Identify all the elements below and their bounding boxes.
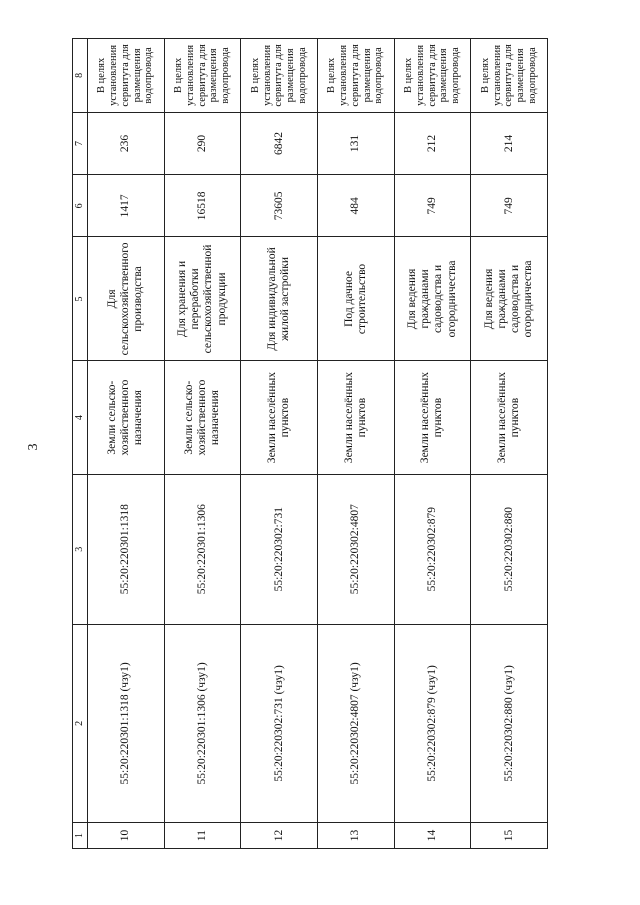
table-row [317,39,394,849]
plot-area: 16518 [164,175,241,237]
permitted-use: Для сельскохозяйственного производства [88,237,165,361]
servitude-table [72,38,548,849]
header-cell-8: 8 [73,39,88,113]
servitude-purpose: В целях установления сервитута для размещения водопровода [471,39,548,113]
land-category: Земли сельско-хозяйственного назначения [164,361,241,474]
land-category: Земли сельско-хозяйственного назначения [88,361,165,474]
table-row [88,39,165,849]
cadastral-number: 55:20:220302:879 [394,474,471,624]
table-row [394,39,471,849]
header-cell-7: 7 [73,112,88,174]
servitude-area: 131 [317,112,394,174]
row-number: 10 [88,823,165,849]
land-category: Земли населённых пунктов [241,361,318,474]
zone-designation: 55:20:220302:4807 (чзу1) [317,624,394,822]
servitude-purpose: В целях установления сервитута для размещения водопровода [317,39,394,113]
header-cell-2: 2 [73,624,88,822]
row-number: 14 [394,823,471,849]
plot-area: 73605 [241,175,318,237]
servitude-area: 236 [88,112,165,174]
row-number: 15 [471,823,548,849]
servitude-area: 6842 [241,112,318,174]
cadastral-number: 55:20:220302:4807 [317,474,394,624]
servitude-purpose: В целях установления сервитута для размещения водопровода [394,39,471,113]
zone-designation: 55:20:220301:1306 (чзу1) [164,624,241,822]
servitude-area: 214 [471,112,548,174]
page-number: 3 [26,443,41,451]
row-number: 13 [317,823,394,849]
zone-designation: 55:20:220302:731 (чзу1) [241,624,318,822]
plot-area: 1417 [88,175,165,237]
permitted-use: Для хранения и переработки сельскохозяйственной продукции [164,237,241,361]
servitude-purpose: В целях установления сервитута для размещения водопровода [164,39,241,113]
row-number: 12 [241,823,318,849]
header-cell-3: 3 [73,474,88,624]
land-category: Земли населённых пунктов [317,361,394,474]
table-container [72,38,548,849]
table-row [241,39,318,849]
zone-designation: 55:20:220301:1318 (чзу1) [88,624,165,822]
permitted-use: Для ведения гражданами садоводства и огородничества [394,237,471,361]
rotated-page [72,38,548,849]
land-category: Земли населённых пунктов [394,361,471,474]
cadastral-number: 55:20:220301:1306 [164,474,241,624]
table-row [164,39,241,849]
plot-area: 749 [394,175,471,237]
cadastral-number: 55:20:220302:731 [241,474,318,624]
header-cell-6: 6 [73,175,88,237]
cadastral-number: 55:20:220302:880 [471,474,548,624]
servitude-area: 290 [164,112,241,174]
servitude-purpose: В целях установления сервитута для размещения водопровода [88,39,165,113]
zone-designation: 55:20:220302:880 (чзу1) [471,624,548,822]
permitted-use: Для ведения гражданами садоводства и огородничества [471,237,548,361]
servitude-area: 212 [394,112,471,174]
zone-designation: 55:20:220302:879 (чзу1) [394,624,471,822]
plot-area: 484 [317,175,394,237]
header-cell-1: 1 [73,823,88,849]
plot-area: 749 [471,175,548,237]
table-row [471,39,548,849]
land-category: Земли населённых пунктов [471,361,548,474]
permitted-use: Под дачное строительство [317,237,394,361]
header-cell-5: 5 [73,237,88,361]
header-cell-4: 4 [73,361,88,474]
cadastral-number: 55:20:220301:1318 [88,474,165,624]
servitude-purpose: В целях установления сервитута для размещения водопровода [241,39,318,113]
row-number: 11 [164,823,241,849]
permitted-use: Для индивидуальной жилой застройки [241,237,318,361]
header-row [73,39,88,849]
